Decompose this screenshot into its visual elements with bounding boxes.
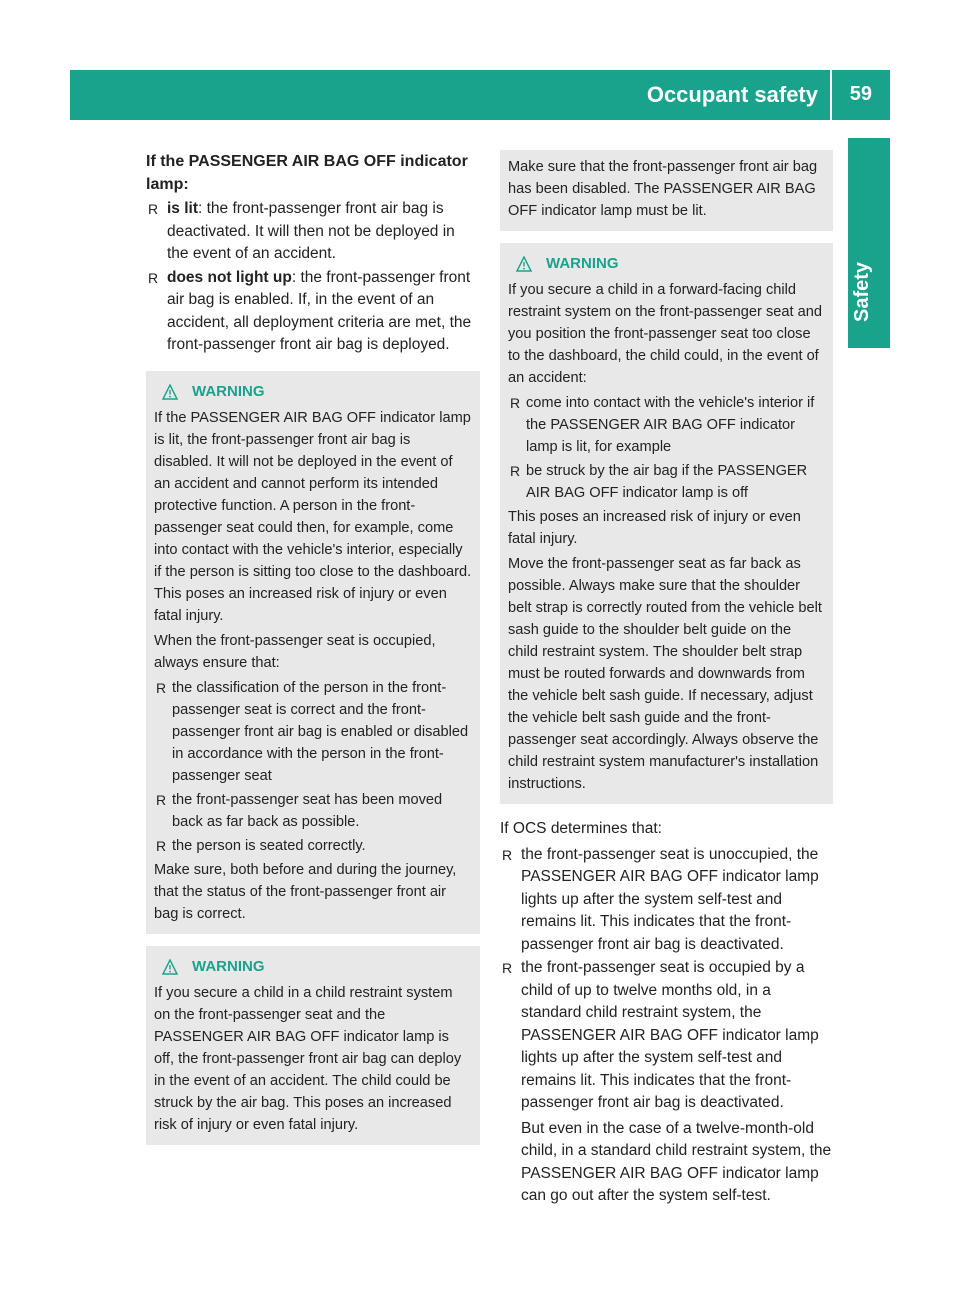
warning-title: WARNING — [192, 957, 265, 975]
warning-text: When the front-passenger seat is occupied, always ensure that: — [154, 632, 436, 671]
list-item — [154, 835, 472, 857]
warning-box — [146, 371, 480, 934]
page-title: Occupant safety — [646, 82, 818, 107]
bullet-icon: R — [510, 395, 521, 411]
page-number: 59 — [849, 83, 872, 105]
note-box — [500, 150, 833, 231]
bullet-icon: R — [502, 960, 513, 976]
warning-triangle-icon — [162, 959, 178, 975]
section-tab-label: Safety — [851, 261, 873, 322]
item-text: : the front-passenger front air bag is deactivated. It will then not be deployed in the event of an accident. — [167, 200, 455, 262]
list-item — [154, 677, 472, 787]
bullet-icon: R — [502, 846, 513, 863]
item-text: the front-passenger seat has been moved back as far back as possible. — [172, 791, 443, 830]
warning-text: If you secure a child in a forward-facing child restraint system on the front-passenger seat and you position the front-passenger seat too close to the dashboard, the child could, in the event of an accident: — [508, 282, 822, 386]
item-text: the front-passenger seat is occupied by a child of up to twelve months old, in a standard child restraint system, the PASSENGER AIR BAG OFF indicator lamp lights up after the system self-test and remains lit. This indicates that the front-passenger front air bag is deactivated. — [521, 959, 819, 1111]
right-column — [500, 150, 833, 1209]
warning-text: Move the front-passenger seat as far back as possible. Always make sure that the shoulder belt strap is correctly routed from the vehicle belt sash guide to the shoulder belt guide on the child restraint system. The shoulder belt strap must be routed forwards and downwards from the vehicle belt sash guide. If necessary, adjust the vehicle belt sash guide and the front-passenger seat accordingly. Always observe the child restraint system manufacturer's installation instructions. — [508, 556, 822, 792]
warning-text: This poses an increased risk of injury or even fatal injury. — [508, 509, 801, 547]
note-text: Make sure that the front-passenger front air bag has been disabled. The PASSENGER AIR BAG OFF indicator lamp must be lit. — [508, 159, 818, 219]
item-text: the classification of the person in the front-passenger seat is correct and the front-passenger front air bag is enabled or disabled in accordance with the person in the front-passenger seat — [172, 679, 469, 784]
bullet-icon: R — [156, 679, 167, 696]
bullet-icon: R — [510, 463, 521, 479]
warning-list — [154, 677, 472, 857]
header-divider — [830, 70, 832, 120]
bullet-icon: R — [148, 201, 159, 217]
warning-text: If the PASSENGER AIR BAG OFF indicator lamp is lit, the front-passenger front air bag is disabled. It will not be deployed in the event of an accident and cannot perform its intended protective function. A person in the front-passenger seat could then, for example, come into contact with the vehicle's interior, especially if the person is sitting too close to the dashboard. This poses an increased risk of injury or even fatal injury. — [154, 409, 472, 624]
item-text: : the front-passenger front air bag is enabled. If, in the event of an accident, all deployment criteria are met, the front-passenger front air bag is deployed. — [167, 268, 472, 353]
warning-triangle-icon — [162, 384, 178, 400]
bullet-icon: R — [148, 269, 159, 286]
list-item — [508, 392, 825, 458]
warning-box — [146, 946, 480, 1145]
warning-title: WARNING — [546, 255, 619, 272]
warning-header — [154, 381, 472, 403]
ocs-list — [500, 844, 833, 1208]
list-item — [146, 198, 480, 266]
list-item — [146, 267, 480, 357]
left-column — [146, 150, 480, 1145]
item-label: is lit — [167, 200, 199, 217]
item-text: be struck by the air bag if the PASSENGER AIR BAG OFF indicator lamp is off — [526, 463, 808, 501]
bullet-icon: R — [156, 791, 167, 808]
ocs-intro: If OCS determines that: — [500, 820, 662, 837]
warning-header — [508, 253, 825, 275]
indicator-list — [146, 198, 480, 357]
item-text: the front-passenger seat is unoccupied, the PASSENGER AIR BAG OFF indicator lamp lights up after the system self-test and remains lit. This indicates that the front-passenger front air bag is deactivated. — [521, 845, 819, 953]
header-bar — [70, 70, 890, 120]
item-label: does not light up — [167, 268, 292, 286]
warning-title: WARNING — [192, 382, 265, 400]
item-text: come into contact with the vehicle's interior if the PASSENGER AIR BAG OFF indicator lamp is lit, for example — [526, 395, 815, 455]
item-extra-text: But even in the case of a twelve-month-old child, in a standard child restraint system, the PASSENGER AIR BAG OFF indicator lamp can go out after the system self-test. — [521, 1119, 832, 1204]
bullet-icon: R — [156, 837, 167, 854]
list-item — [154, 789, 472, 833]
warning-box — [500, 243, 833, 804]
warning-list — [508, 392, 825, 504]
warning-triangle-icon — [516, 256, 532, 272]
list-item — [500, 957, 833, 1208]
list-item — [508, 460, 825, 504]
list-item — [500, 844, 833, 957]
warning-header — [154, 956, 472, 978]
item-text: the person is seated correctly. — [172, 837, 366, 854]
indicator-heading: If the PASSENGER AIR BAG OFF indicator lamp: — [146, 153, 468, 193]
warning-text: Make sure, both before and during the journey, that the status of the front-passenger front air bag is correct. — [154, 861, 457, 922]
warning-text: If you secure a child in a child restraint system on the front-passenger seat and the PASSENGER AIR BAG OFF indicator lamp is off, the front-passenger front air bag can deploy in the event of an accident. The child could be struck by the air bag. This poses an increased risk of injury or even fatal injury. — [154, 984, 462, 1133]
